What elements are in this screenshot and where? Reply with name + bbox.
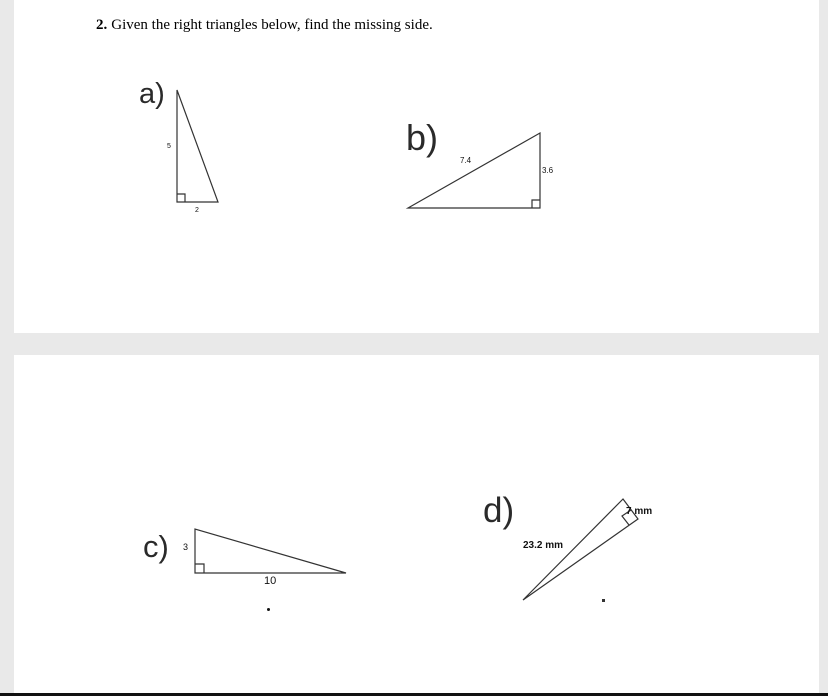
triangle-a-right-angle-mark (177, 194, 185, 202)
part-c-label: c) (143, 529, 169, 564)
stray-mark (602, 599, 605, 602)
triangle-c-outline (195, 529, 346, 573)
triangle-a-vertical-leg-label: 5 (167, 143, 171, 150)
part-d-label: d) (483, 491, 515, 530)
triangle-a-outline (177, 90, 218, 202)
stray-dot (267, 608, 270, 611)
triangle-d-hypotenuse-label: 23.2 mm (523, 540, 564, 551)
triangle-b-vertical-leg-label: 3.6 (542, 166, 554, 175)
triangle-b-right-angle-mark (532, 200, 540, 208)
triangle-c-right-angle-mark (195, 564, 204, 573)
triangle-b-hypotenuse-label: 7.4 (460, 156, 472, 165)
triangle-d-leg-label: 7 mm (626, 506, 653, 517)
triangle-c-vertical-leg-label: 3 (183, 542, 189, 552)
triangle-a (170, 82, 230, 212)
question-number: 2. (96, 17, 108, 33)
triangle-c (190, 522, 355, 582)
triangle-a-horizontal-leg-label: 2 (195, 207, 199, 214)
question-prompt: Given the right triangles below, find the missing side. (111, 17, 433, 33)
triangle-c-horizontal-leg-label: 10 (264, 575, 277, 587)
part-b-label: b) (406, 117, 439, 158)
triangle-b-outline (408, 133, 540, 208)
triangle-b (400, 125, 560, 220)
question-text (96, 17, 433, 34)
part-a-label: a) (139, 78, 165, 110)
lower-page (14, 355, 819, 696)
